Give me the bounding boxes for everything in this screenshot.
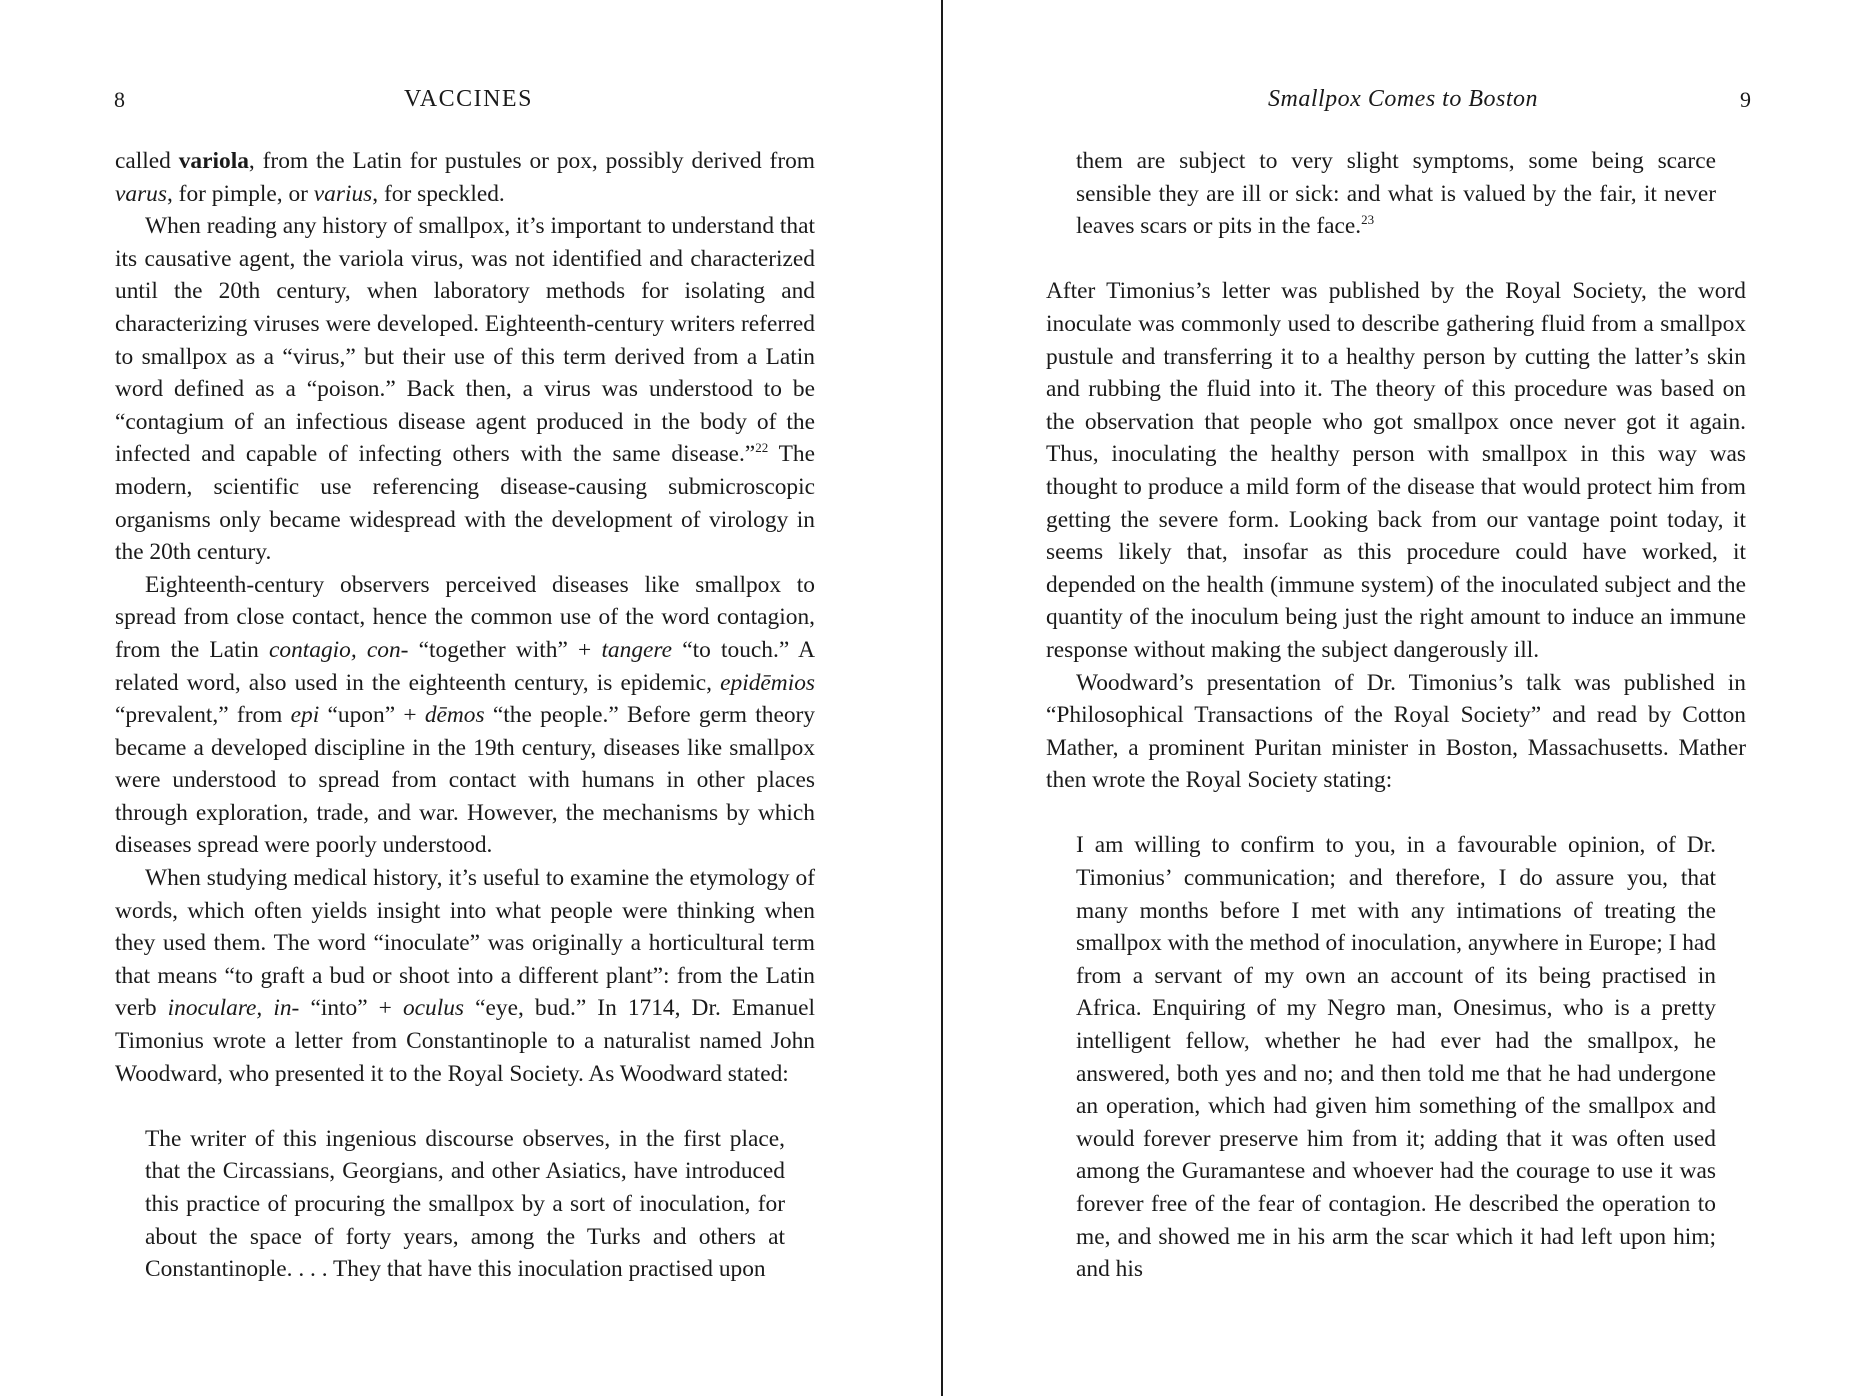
block-quote-continued: them are subject to very slight symptoms, some being scarce sensible they are ill or sick: and what is valued by the fair, it never leaves scars or pits in the face.$^{23}$ bbox=[1076, 148, 1716, 240]
italic-term: oculus bbox=[402, 995, 465, 1022]
block-quote: The writer of this ingenious discourse observes, in the first place, that the Circassians, Georgians, and other Asiatics, have introduced this practice of procuring the smallpox by a sort of inoculation, for about the space of forty years, among the Turks and others at Constantinople. . . . They that have this inoculation practised upon bbox=[145, 1125, 785, 1283]
right-page bbox=[944, 0, 1862, 1396]
italic-term: tangere bbox=[601, 636, 673, 663]
bold-term: variola bbox=[178, 148, 249, 174]
paragraph: called variola, from the Latin for pustules or pox, possibly derived from varus, for pimple, or varius, for speckled. bbox=[115, 148, 816, 207]
block-quote: I am willing to confirm to you, in a favourable opinion, of Dr. Timonius’ communication; and therefore, I do assure you, that many months before I met with any intimations of treating the smallpox with the method of inoculation, anywhere in Europe; I had from a servant of my own an account of its being practised in Africa. Enquiring of my Negro man, Onesimus, who is a pretty intelligent fellow, whether he had ever had the smallpox, he answered, both yes and no; and then told me that he had undergone an operation, which had given him something of the smallpox and would forever preserve him from it; adding that it was often used among the Guramantese and whoever had the courage to use it was forever free of the fear of contagion. He described the operation to me, and showed me in his arm the scar which it had left upon him; and his bbox=[1076, 832, 1716, 1283]
footnote-ref: 22 bbox=[755, 440, 769, 456]
italic-term: inoculare, in- bbox=[167, 995, 300, 1022]
running-head: Smallpox Comes to Boston bbox=[1268, 86, 1538, 112]
italic-term: varus bbox=[115, 180, 167, 207]
footnote-ref: 23 bbox=[1361, 212, 1375, 228]
italic-term: varius bbox=[313, 180, 373, 207]
italic-term: epidēmios bbox=[720, 669, 815, 696]
paragraph: When reading any history of smallpox, it’s important to understand that its causative agent, the variola virus, was not identified and characterized until the 20th century, when laboratory methods for isolating and characterizing viruses were developed. Eighteenth-century writers referred to smallpox as a “virus,” but their use of this term derived from a Latin word defined as a “poison.” Back then, a virus was understood to be “contagium of an infectious disease agent produced in the body of the infected and capable of infecting others with the same disease.”$^{22}$ The modern, scientific use referencing disease-causing submicroscopic organisms only became widespread with the development of virology in the 20th century. bbox=[115, 213, 816, 566]
page-gutter-divider bbox=[941, 0, 943, 1396]
paragraph: Eighteenth-century observers perceived diseases like smallpox to spread from close contact, hence the common use of the word contagion, from the Latin contagio, con- “together with” + tangere “to touch.” A related word, also used in the eighteenth century, is epidemic, epidēmios “prevalent,” from epi “upon” + dēmos “the people.” Before germ theory became a developed discipline in the 19th century, diseases like smallpox were understood to spread from contact with humans in other places through exploration, trade, and war. However, the mechanisms by which diseases spread were poorly understood. bbox=[115, 571, 816, 859]
page-number: 8 bbox=[114, 87, 125, 112]
italic-term: epi bbox=[290, 702, 320, 729]
paragraph: Woodward’s presentation of Dr. Timonius’s talk was published in “Philosophical Transactions of the Royal Society” and read by Cotton Mather, a prominent Puritan minister in Boston, Massachusetts. Mather then wrote the Royal Society stating: bbox=[1046, 669, 1746, 794]
body-text bbox=[115, 145, 815, 1286]
body-text bbox=[1046, 145, 1746, 1286]
page-number: 9 bbox=[1740, 87, 1751, 112]
paragraph: After Timonius’s letter was published by the Royal Society, the word inoculate was commonly used to describe gathering fluid from a smallpox pustule and transferring it to a healthy person by cutting the latter’s skin and rubbing the fluid into it. The theory of this procedure was based on the observation that people who got smallpox once never got it again. Thus, inoculating the healthy person with smallpox in this way was thought to produce a mild form of the disease that would protect him from getting the severe form. Looking back from our vantage point today, it seems likely that, insofar as this procedure could have worked, it depended on the health (immune system) of the inoculated subject and the quantity of the inoculum being just the right amount to induce an immune response without making the subject dangerously ill. bbox=[1046, 278, 1746, 663]
italic-term: dēmos bbox=[424, 702, 485, 729]
running-head: VACCINES bbox=[404, 86, 533, 112]
paragraph: When studying medical history, it’s useful to examine the etymology of words, which often yields insight into what people were thinking when they used them. The word “inoculate” was originally a horticultural term that means “to graft a bud or shoot into a different plant”: from the Latin verb inoculare, in- “into” + oculus “eye, bud.” In 1714, Dr. Emanuel Timonius wrote a letter from Constantinople to a naturalist named John Woodward, who presented it to the Royal Society. As Woodward stated: bbox=[115, 865, 816, 1087]
italic-term: contagio, con- bbox=[269, 636, 409, 663]
